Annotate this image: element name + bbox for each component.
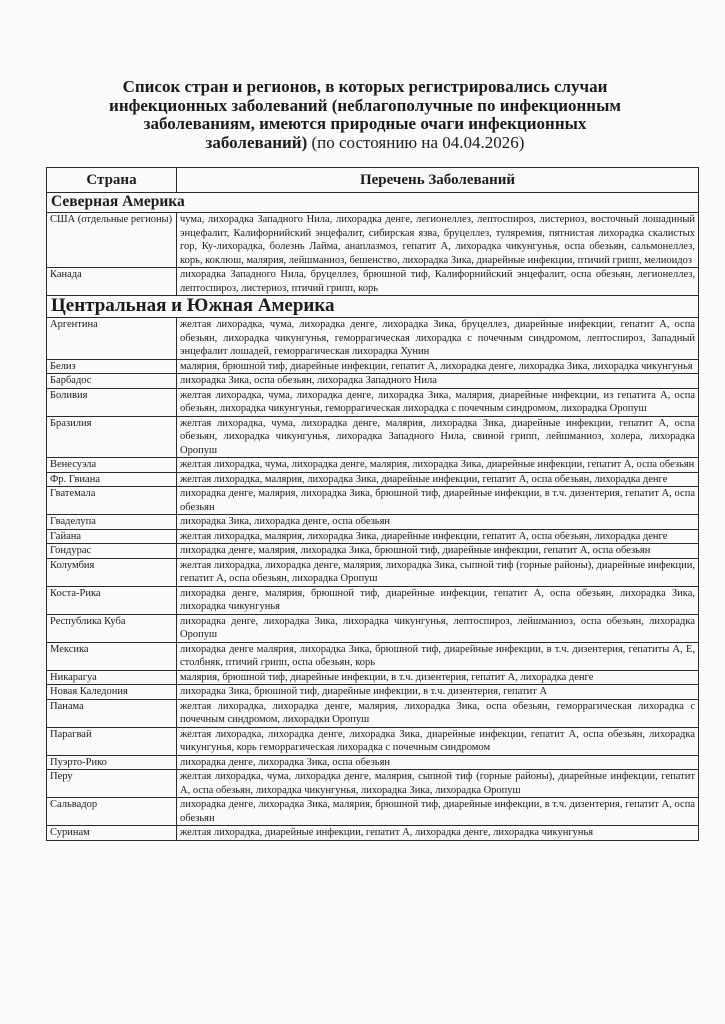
- country-cell: Мексика: [47, 642, 177, 670]
- table-row: [47, 472, 699, 487]
- region-row: [47, 193, 699, 213]
- diseases-cell: желтая лихорадка, лихорадка денге, малярия, лихорадка Зика, сыпной тиф (горные районы), диарейные инфекции, гепатит А, оспа обезьян, лихорадка Оропуш: [177, 558, 699, 586]
- country-cell: Белиз: [47, 359, 177, 374]
- table-row: [47, 614, 699, 642]
- table-row: [47, 374, 699, 389]
- diseases-cell: малярия, брюшной тиф, диарейные инфекции, в т.ч. дизентерия, гепатит А, лихорадка денге: [177, 670, 699, 685]
- diseases-cell: желтая лихорадка, чума, лихорадка денге, малярия, сыпной тиф (горные районы), диарейные инфекции, гепатит А, оспа обезьян, лихорадка чикунгунья, лихорадка Зика, лихорадка Оропуш: [177, 770, 699, 798]
- table-row: [47, 318, 699, 360]
- table-row: [47, 529, 699, 544]
- table-row: [47, 487, 699, 515]
- table-row: [47, 359, 699, 374]
- table-row: [47, 213, 699, 268]
- diseases-cell: лихорадка денге, лихорадка Зика, лихорадка чикунгунья, лептоспироз, лейшманиоз, оспа обезьян, лихорадка Оропуш: [177, 614, 699, 642]
- country-cell: Гватемала: [47, 487, 177, 515]
- table-row: [47, 544, 699, 559]
- diseases-cell: лихорадка денге малярия, лихорадка Зика, брюшной тиф, диарейные инфекции, в т.ч. дизентерия, гепатиты А, Е, столбняк, птичий грипп, оспа обезьян, корь: [177, 642, 699, 670]
- country-cell: США (отдельные регионы): [47, 213, 177, 268]
- table-row: [47, 798, 699, 826]
- country-cell: Гваделупа: [47, 515, 177, 530]
- diseases-cell: лихорадка денге, малярия, брюшной тиф, диарейные инфекции, гепатит А, оспа обезьян, лихорадка Зика, лихорадка чикунгунья: [177, 586, 699, 614]
- diseases-cell: желтая лихорадка, диарейные инфекции, гепатит А, лихорадка денге, лихорадка чикунгунья: [177, 826, 699, 841]
- document-title: [95, 78, 635, 152]
- diseases-cell: чума, лихорадка Западного Нила, лихорадка денге, легионеллез, лептоспироз, листериоз, восточный лошадиный энцефалит, Калифорнийский энцефалит, сибирская язва, бруцеллез, туляремия, пятнистая лихорадка скалистых гор, Ку-лихорадка, болезнь Лайма, анаплазмоз, гепатит А, лихорадка чикунгунья, оспа обезьян, сальмонеллез, корь, коклюш, малярия, лейшманиоз, бешенство, лихорадка Зика, диарейные инфекции, птичий грипп, мелиоидоз: [177, 213, 699, 268]
- country-cell: Аргентина: [47, 318, 177, 360]
- region-heading: Центральная и Южная Америка: [47, 296, 699, 318]
- country-cell: Гондурас: [47, 544, 177, 559]
- country-cell: Никарагуа: [47, 670, 177, 685]
- diseases-cell: желтая лихорадка, лихорадка денге, малярия, лихорадка Зика, оспа обезьян, геморрагическая лихорадка с почечным синдромом, лихорадки Оропуш: [177, 699, 699, 727]
- country-cell: Канада: [47, 268, 177, 296]
- table-row: [47, 388, 699, 416]
- table-row: [47, 586, 699, 614]
- country-cell: Боливия: [47, 388, 177, 416]
- document-title-date: (по состоянию на 04.04.2026): [311, 132, 525, 152]
- region-heading: Северная Америка: [47, 193, 699, 213]
- table-row: [47, 699, 699, 727]
- country-cell: Коста-Рика: [47, 586, 177, 614]
- table-header-row: [47, 168, 699, 193]
- table-row: [47, 515, 699, 530]
- diseases-cell: лихорадка денге, малярия, лихорадка Зика, брюшной тиф, диарейные инфекции, в т.ч. дизентерия, гепатит А, оспа обезьян: [177, 487, 699, 515]
- diseases-cell: лихорадка денге, лихорадка Зика, оспа обезьян: [177, 755, 699, 770]
- diseases-cell: лихорадка Западного Нила, бруцеллез, брюшной тиф, Калифорнийский энцефалит, оспа обезьян, легионеллез, лептоспироз, листериоз, птичий грипп, корь: [177, 268, 699, 296]
- country-cell: Венесуэла: [47, 458, 177, 473]
- diseases-cell: желтая лихорадка, чума, лихорадка денге, лихорадка Зика, малярия, диарейные инфекции, из гепатита А, оспа обезьян, лихорадка чикунгунья, геморрагическая лихорадка с почечным синдромом, лихорадка Оропуш: [177, 388, 699, 416]
- table-row: [47, 416, 699, 458]
- header-diseases: Перечень Заболеваний: [177, 168, 699, 193]
- diseases-cell: лихорадка Зика, лихорадка денге, оспа обезьян: [177, 515, 699, 530]
- country-cell: Гайана: [47, 529, 177, 544]
- diseases-cell: желтая лихорадка, лихорадка денге, лихорадка Зика, диарейные инфекции, гепатит А, оспа обезьян, лихорадка чикунгунья, корь геморрагическая лихорадка с почечным синдромом: [177, 727, 699, 755]
- country-cell: Сальвадор: [47, 798, 177, 826]
- diseases-cell: желтая лихорадка, малярия, лихорадка Зика, диарейные инфекции, гепатит А, оспа обезьян, лихорадка денге: [177, 529, 699, 544]
- table-row: [47, 685, 699, 700]
- country-cell: Пуэрто-Рико: [47, 755, 177, 770]
- country-cell: Барбадос: [47, 374, 177, 389]
- table-row: [47, 755, 699, 770]
- country-cell: Колумбия: [47, 558, 177, 586]
- diseases-cell: лихорадка денге, малярия, лихорадка Зика, брюшной тиф, диарейные инфекции, гепатит А, оспа обезьян: [177, 544, 699, 559]
- table-body: [47, 193, 699, 841]
- table-row: [47, 670, 699, 685]
- table-row: [47, 770, 699, 798]
- country-cell: Перу: [47, 770, 177, 798]
- table-row: [47, 727, 699, 755]
- country-cell: Суринам: [47, 826, 177, 841]
- disease-table: [46, 167, 699, 841]
- table-row: [47, 826, 699, 841]
- country-cell: Панама: [47, 699, 177, 727]
- header-country: Страна: [47, 168, 177, 193]
- country-cell: Новая Каледония: [47, 685, 177, 700]
- country-cell: Парагвай: [47, 727, 177, 755]
- table-row: [47, 268, 699, 296]
- region-row: [47, 296, 699, 318]
- table-row: [47, 642, 699, 670]
- diseases-cell: лихорадка Зика, оспа обезьян, лихорадка Западного Нила: [177, 374, 699, 389]
- diseases-cell: желтая лихорадка, чума, лихорадка денге, лихорадка Зика, бруцеллез, диарейные инфекции, гепатит А, оспа обезьян, лихорадка чикунгунья, геморрагическая лихорадка с почечным синдромом, лептоспироз, Западный энцефалит лошадей, геморрагическая лихорадка Хунин: [177, 318, 699, 360]
- table-row: [47, 458, 699, 473]
- document-title-bold: Список стран и регионов, в которых регистрировались случаи инфекционных заболеваний (неблагополучные по инфекционным заболеваниям, имеются природные очаги инфекционных заболеваний): [109, 77, 621, 152]
- diseases-cell: малярия, брюшной тиф, диарейные инфекции, гепатит А, лихорадка денге, лихорадка Зика, лихорадка чикунгунья: [177, 359, 699, 374]
- country-cell: Фр. Гвиана: [47, 472, 177, 487]
- diseases-cell: желтая лихорадка, малярия, лихорадка Зика, диарейные инфекции, гепатит А, оспа обезьян, лихорадка денге: [177, 472, 699, 487]
- country-cell: Республика Куба: [47, 614, 177, 642]
- table-row: [47, 558, 699, 586]
- diseases-cell: лихорадка денге, лихорадка Зика, малярия, брюшной тиф, диарейные инфекции, в т.ч. дизентерия, гепатит А, оспа обезьян: [177, 798, 699, 826]
- diseases-cell: желтая лихорадка, чума, лихорадка денге, малярия, лихорадка Зика, диарейные инфекции, гепатит А, оспа обезьян: [177, 458, 699, 473]
- diseases-cell: желтая лихорадка, чума, лихорадка денге, малярия, лихорадка Зика, диарейные инфекции, гепатит А, оспа обезьян, лихорадка чикунгунья, лихорадка Западного Нила, свиной грипп, лейшманиоз, холера, лихорадка Оропуш: [177, 416, 699, 458]
- diseases-cell: лихорадка Зика, брюшной тиф, диарейные инфекции, в т.ч. дизентерия, гепатит А: [177, 685, 699, 700]
- country-cell: Бразилия: [47, 416, 177, 458]
